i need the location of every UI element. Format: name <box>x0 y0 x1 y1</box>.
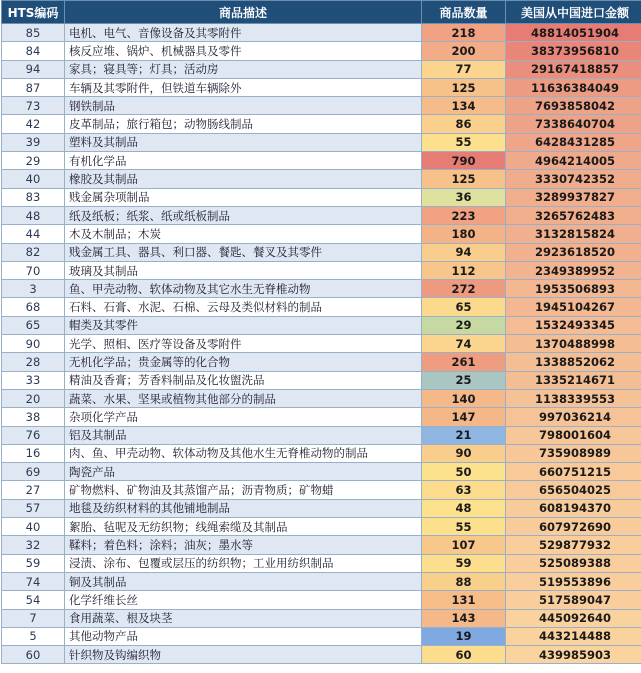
hts-code-cell: 65 <box>2 316 65 334</box>
quantity-cell: 112 <box>422 261 506 279</box>
header-hts-code: HTS编码 <box>2 1 65 24</box>
table-row <box>2 609 641 627</box>
quantity-cell: 90 <box>422 444 506 462</box>
import-amount-cell: 4964214005 <box>506 152 641 170</box>
description-cell: 石料、石膏、水泥、石棉、云母及类似材料的制品 <box>65 298 422 316</box>
import-amount-cell: 1953506893 <box>506 280 641 298</box>
quantity-cell: 21 <box>422 426 506 444</box>
quantity-cell: 50 <box>422 463 506 481</box>
import-amount-cell: 445092640 <box>506 609 641 627</box>
description-cell: 化学纤维长丝 <box>65 591 422 609</box>
description-cell: 针织物及钩编织物 <box>65 646 422 664</box>
quantity-cell: 94 <box>422 243 506 261</box>
description-cell: 贱金属杂项制品 <box>65 188 422 206</box>
description-cell: 蔬菜、水果、坚果或植物其他部分的制品 <box>65 389 422 407</box>
table-row <box>2 481 641 499</box>
table-row <box>2 60 641 78</box>
table-row <box>2 554 641 572</box>
hts-code-cell: 16 <box>2 444 65 462</box>
description-cell: 光学、照相、医疗等设备及零附件 <box>65 335 422 353</box>
import-amount-cell: 660751215 <box>506 463 641 481</box>
description-cell: 钢铁制品 <box>65 97 422 115</box>
import-amount-cell: 2349389952 <box>506 261 641 279</box>
quantity-cell: 88 <box>422 572 506 590</box>
hts-code-cell: 28 <box>2 353 65 371</box>
quantity-cell: 48 <box>422 499 506 517</box>
import-amount-cell: 1338852062 <box>506 353 641 371</box>
description-cell: 絮胎、毡呢及无纺织物；线绳索缆及其制品 <box>65 518 422 536</box>
hts-code-cell: 29 <box>2 152 65 170</box>
table-row <box>2 133 641 151</box>
description-cell: 核反应堆、锅炉、机械器具及零件 <box>65 42 422 60</box>
hts-code-cell: 27 <box>2 481 65 499</box>
table-row <box>2 152 641 170</box>
import-amount-cell: 529877932 <box>506 536 641 554</box>
quantity-cell: 59 <box>422 554 506 572</box>
import-amount-cell: 29167418857 <box>506 60 641 78</box>
description-cell: 鱼、甲壳动物、软体动物及其它水生无脊椎动物 <box>65 280 422 298</box>
hts-code-cell: 42 <box>2 115 65 133</box>
quantity-cell: 60 <box>422 646 506 664</box>
table-row <box>2 518 641 536</box>
import-amount-cell: 1138339553 <box>506 389 641 407</box>
hts-code-cell: 74 <box>2 572 65 590</box>
quantity-cell: 19 <box>422 627 506 645</box>
table-row <box>2 536 641 554</box>
quantity-cell: 131 <box>422 591 506 609</box>
hts-code-cell: 84 <box>2 42 65 60</box>
description-cell: 木及木制品；木炭 <box>65 225 422 243</box>
import-amount-cell: 735908989 <box>506 444 641 462</box>
table-row <box>2 24 641 42</box>
table-row <box>2 499 641 517</box>
description-cell: 地毯及纺织材料的其他铺地制品 <box>65 499 422 517</box>
quantity-cell: 200 <box>422 42 506 60</box>
table-row <box>2 115 641 133</box>
description-cell: 杂项化学产品 <box>65 408 422 426</box>
table-row <box>2 646 641 664</box>
import-amount-cell: 11636384049 <box>506 78 641 96</box>
description-cell: 矿物燃料、矿物油及其蒸馏产品；沥青物质；矿物蜡 <box>65 481 422 499</box>
table-row <box>2 316 641 334</box>
quantity-cell: 107 <box>422 536 506 554</box>
quantity-cell: 223 <box>422 206 506 224</box>
hts-code-cell: 94 <box>2 60 65 78</box>
quantity-cell: 218 <box>422 24 506 42</box>
quantity-cell: 55 <box>422 133 506 151</box>
table-row <box>2 353 641 371</box>
hts-code-cell: 40 <box>2 518 65 536</box>
quantity-cell: 125 <box>422 170 506 188</box>
import-amount-cell: 608194370 <box>506 499 641 517</box>
import-amount-cell: 798001604 <box>506 426 641 444</box>
description-cell: 其他动物产品 <box>65 627 422 645</box>
table-row <box>2 280 641 298</box>
quantity-cell: 261 <box>422 353 506 371</box>
import-amount-cell: 48814051904 <box>506 24 641 42</box>
import-amount-cell: 525089388 <box>506 554 641 572</box>
hts-code-cell: 90 <box>2 335 65 353</box>
description-cell: 车辆及其零附件，但铁道车辆除外 <box>65 78 422 96</box>
hts-code-cell: 57 <box>2 499 65 517</box>
hts-code-cell: 70 <box>2 261 65 279</box>
table-row <box>2 444 641 462</box>
hts-code-cell: 73 <box>2 97 65 115</box>
hts-code-cell: 85 <box>2 24 65 42</box>
import-amount-cell: 517589047 <box>506 591 641 609</box>
description-cell: 皮革制品；旅行箱包；动物肠线制品 <box>65 115 422 133</box>
quantity-cell: 63 <box>422 481 506 499</box>
table-row <box>2 627 641 645</box>
import-amount-cell: 6428431285 <box>506 133 641 151</box>
description-cell: 有机化学品 <box>65 152 422 170</box>
hts-code-cell: 82 <box>2 243 65 261</box>
import-amount-cell: 7693858042 <box>506 97 641 115</box>
table-row <box>2 225 641 243</box>
hts-code-cell: 83 <box>2 188 65 206</box>
hts-code-cell: 69 <box>2 463 65 481</box>
table-row <box>2 591 641 609</box>
import-amount-cell: 3132815824 <box>506 225 641 243</box>
hts-code-cell: 68 <box>2 298 65 316</box>
description-cell: 铝及其制品 <box>65 426 422 444</box>
quantity-cell: 74 <box>422 335 506 353</box>
hts-code-cell: 40 <box>2 170 65 188</box>
import-amount-cell: 3330742352 <box>506 170 641 188</box>
table-row <box>2 42 641 60</box>
quantity-cell: 77 <box>422 60 506 78</box>
import-amount-cell: 1532493345 <box>506 316 641 334</box>
description-cell: 无机化学品；贵金属等的化合物 <box>65 353 422 371</box>
table-row <box>2 335 641 353</box>
table-row <box>2 463 641 481</box>
import-amount-cell: 1945104267 <box>506 298 641 316</box>
description-cell: 电机、电气、音像设备及其零附件 <box>65 24 422 42</box>
hts-code-cell: 3 <box>2 280 65 298</box>
description-cell: 食用蔬菜、根及块茎 <box>65 609 422 627</box>
description-cell: 帽类及其零件 <box>65 316 422 334</box>
description-cell: 陶瓷产品 <box>65 463 422 481</box>
description-cell: 精油及香膏；芳香料制品及化妆盥洗品 <box>65 371 422 389</box>
header-quantity: 商品数量 <box>422 1 506 24</box>
table-row <box>2 371 641 389</box>
hts-code-cell: 60 <box>2 646 65 664</box>
table-row <box>2 170 641 188</box>
hts-code-cell: 33 <box>2 371 65 389</box>
quantity-cell: 25 <box>422 371 506 389</box>
header-description: 商品描述 <box>65 1 422 24</box>
import-amount-cell: 3265762483 <box>506 206 641 224</box>
import-amount-cell: 1370488998 <box>506 335 641 353</box>
quantity-cell: 143 <box>422 609 506 627</box>
hts-code-cell: 5 <box>2 627 65 645</box>
import-amount-cell: 3289937827 <box>506 188 641 206</box>
description-cell: 肉、鱼、甲壳动物、软体动物及其他水生无脊椎动物的制品 <box>65 444 422 462</box>
hts-code-cell: 20 <box>2 389 65 407</box>
hts-code-cell: 76 <box>2 426 65 444</box>
table-row <box>2 426 641 444</box>
description-cell: 纸及纸板；纸浆、纸或纸板制品 <box>65 206 422 224</box>
hts-code-cell: 38 <box>2 408 65 426</box>
import-amount-cell: 1335214671 <box>506 371 641 389</box>
description-cell: 浸渍、涂布、包覆或层压的纺织物；工业用纺织制品 <box>65 554 422 572</box>
quantity-cell: 55 <box>422 518 506 536</box>
quantity-cell: 36 <box>422 188 506 206</box>
table-row <box>2 188 641 206</box>
table-row <box>2 298 641 316</box>
quantity-cell: 147 <box>422 408 506 426</box>
description-cell: 鞣料；着色料；涂料；油灰；墨水等 <box>65 536 422 554</box>
import-amount-cell: 607972690 <box>506 518 641 536</box>
description-cell: 铜及其制品 <box>65 572 422 590</box>
import-amount-cell: 656504025 <box>506 481 641 499</box>
import-amount-cell: 519553896 <box>506 572 641 590</box>
hts-code-cell: 7 <box>2 609 65 627</box>
hts-code-cell: 87 <box>2 78 65 96</box>
header-import-amount: 美国从中国进口金额 <box>506 1 641 24</box>
hts-code-cell: 54 <box>2 591 65 609</box>
table-row <box>2 572 641 590</box>
hts-code-cell: 39 <box>2 133 65 151</box>
header-row <box>2 1 641 24</box>
table-row <box>2 97 641 115</box>
import-amount-cell: 439985903 <box>506 646 641 664</box>
description-cell: 贱金属工具、器具、利口器、餐匙、餐叉及其零件 <box>65 243 422 261</box>
hts-code-cell: 44 <box>2 225 65 243</box>
hts-code-cell: 32 <box>2 536 65 554</box>
import-table <box>1 0 641 664</box>
table-body <box>2 24 641 664</box>
quantity-cell: 272 <box>422 280 506 298</box>
table-row <box>2 389 641 407</box>
hts-code-cell: 48 <box>2 206 65 224</box>
import-amount-cell: 2923618520 <box>506 243 641 261</box>
table-row <box>2 261 641 279</box>
quantity-cell: 140 <box>422 389 506 407</box>
import-amount-cell: 7338640704 <box>506 115 641 133</box>
description-cell: 玻璃及其制品 <box>65 261 422 279</box>
quantity-cell: 65 <box>422 298 506 316</box>
description-cell: 橡胶及其制品 <box>65 170 422 188</box>
quantity-cell: 29 <box>422 316 506 334</box>
hts-code-cell: 59 <box>2 554 65 572</box>
table-row <box>2 408 641 426</box>
description-cell: 塑料及其制品 <box>65 133 422 151</box>
import-amount-cell: 443214488 <box>506 627 641 645</box>
table-row <box>2 78 641 96</box>
quantity-cell: 180 <box>422 225 506 243</box>
quantity-cell: 134 <box>422 97 506 115</box>
import-amount-cell: 38373956810 <box>506 42 641 60</box>
import-amount-cell: 997036214 <box>506 408 641 426</box>
description-cell: 家具；寝具等；灯具；活动房 <box>65 60 422 78</box>
quantity-cell: 790 <box>422 152 506 170</box>
quantity-cell: 125 <box>422 78 506 96</box>
table-row <box>2 243 641 261</box>
quantity-cell: 86 <box>422 115 506 133</box>
table-row <box>2 206 641 224</box>
